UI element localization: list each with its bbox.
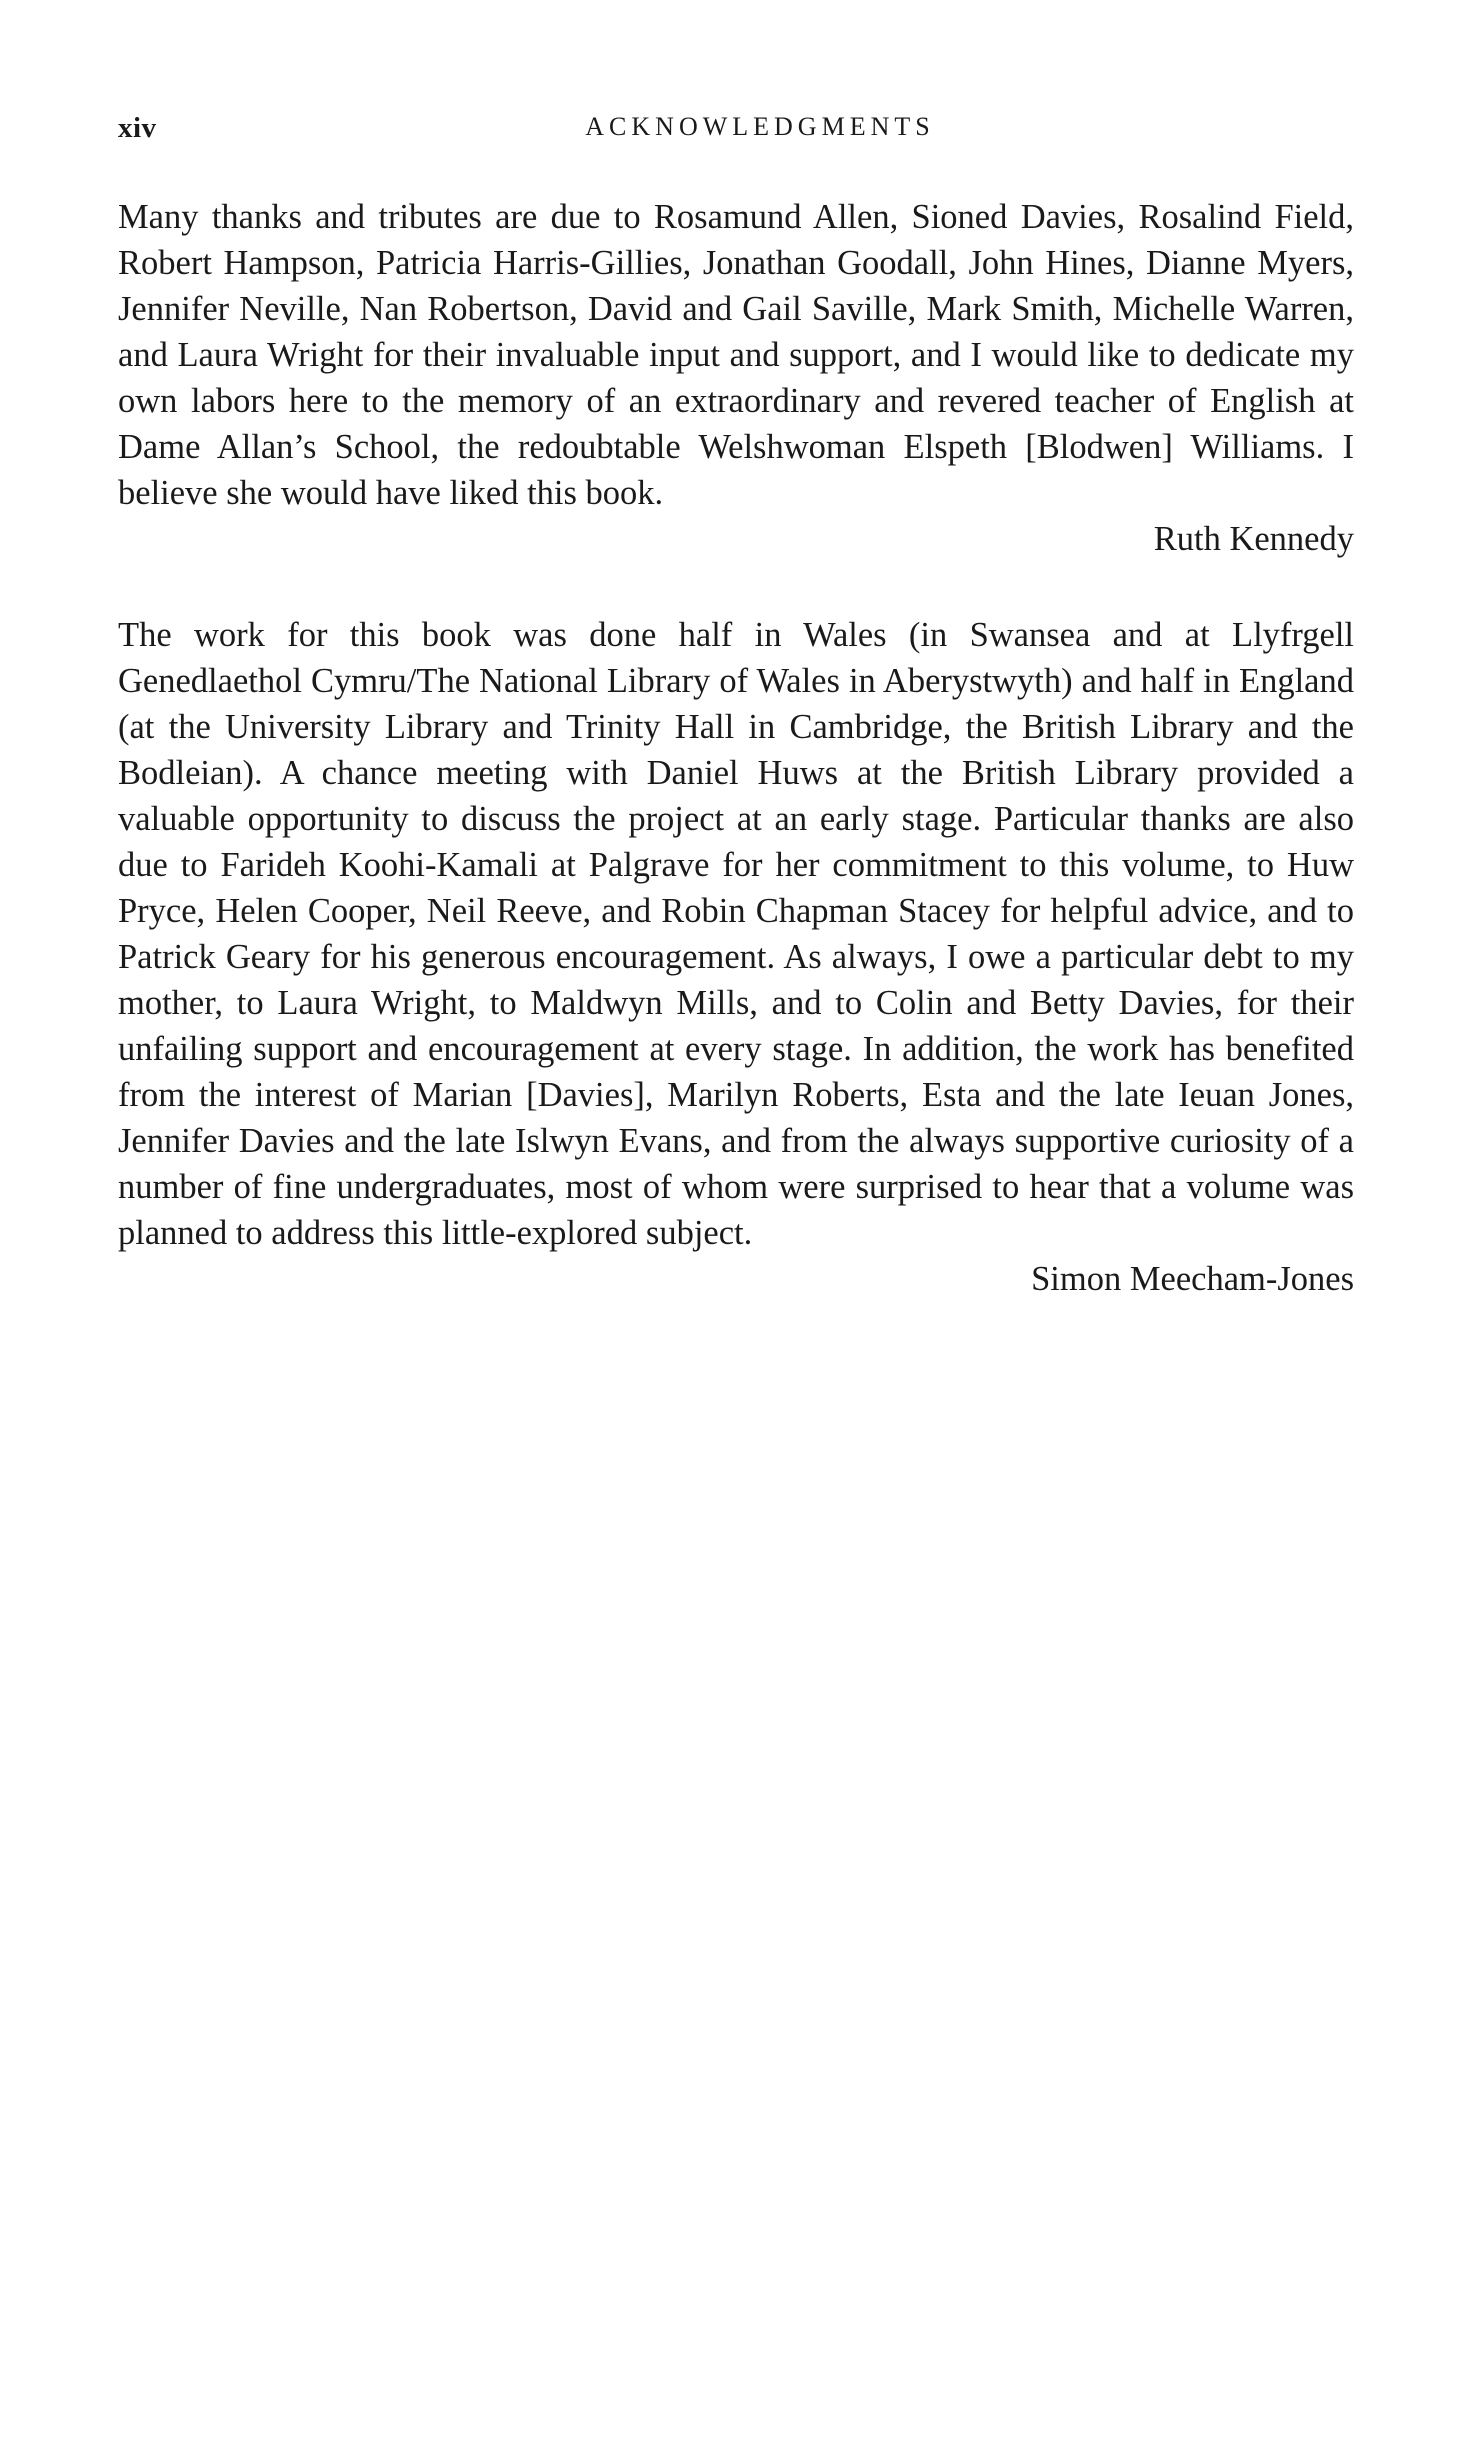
acknowledgment-section-2 <box>118 612 1354 1302</box>
running-head <box>118 112 1354 162</box>
acknowledgment-paragraph: Many thanks and tributes are due to Rosamund Allen, Sioned Davies, Rosalind Field, Robert Hampson, Patricia Harris-Gillies, Jonathan Goodall, John Hines, Dianne Myers, Jennifer Neville, Nan Robertson, David and Gail Saville, Mark Smith, Michelle Warren, and Laura Wright for their invaluable input and support, and I would like to dedicate my own labors here to the memory of an extraordinary and revered teacher of English at Dame Allan’s School, the redoubtable Welshwoman Elspeth [Blodwen] Williams. I believe she would have liked this book. <box>118 198 1354 512</box>
page-number: xiv <box>118 112 157 144</box>
book-page <box>118 112 1354 1302</box>
signature-ruth-kennedy: Ruth Kennedy <box>1153 520 1354 558</box>
acknowledgment-section-1 <box>118 194 1354 562</box>
signature-simon-meecham-jones: Simon Meecham-Jones <box>1031 1260 1354 1298</box>
acknowledgment-paragraph: The work for this book was done half in Wales (in Swansea and at Llyfrgell Genedlaethol Cymru/The National Library of Wales in Aberystwyth) and half in England (at the University Library and Trinity Hall in Cambridge, the British Library and the Bodleian). A chance meeting with Daniel Huws at the British Library provided a valuable opportunity to discuss the project at an early stage. Particular thanks are also due to Farideh Koohi-Kamali at Palgrave for her commitment to this volume, to Huw Pryce, Helen Cooper, Neil Reeve, and Robin Chapman Stacey for helpful advice, and to Patrick Geary for his generous encouragement. As always, I owe a particular debt to my mother, to Laura Wright, to Maldwyn Mills, and to Colin and Betty Davies, for their unfailing support and encouragement at every stage. In addition, the work has benefited from the interest of Marian [Davies], Marilyn Roberts, Esta and the late Ieuan Jones, Jennifer Davies and the late Islwyn Evans, and from the always supportive curiosity of a number of fine undergraduates, most of whom were surprised to hear that a volume was planned to address this little-explored subject. <box>118 616 1354 1252</box>
section-title: ACKNOWLEDGMENTS <box>585 112 935 141</box>
section-spacer <box>118 562 1354 612</box>
